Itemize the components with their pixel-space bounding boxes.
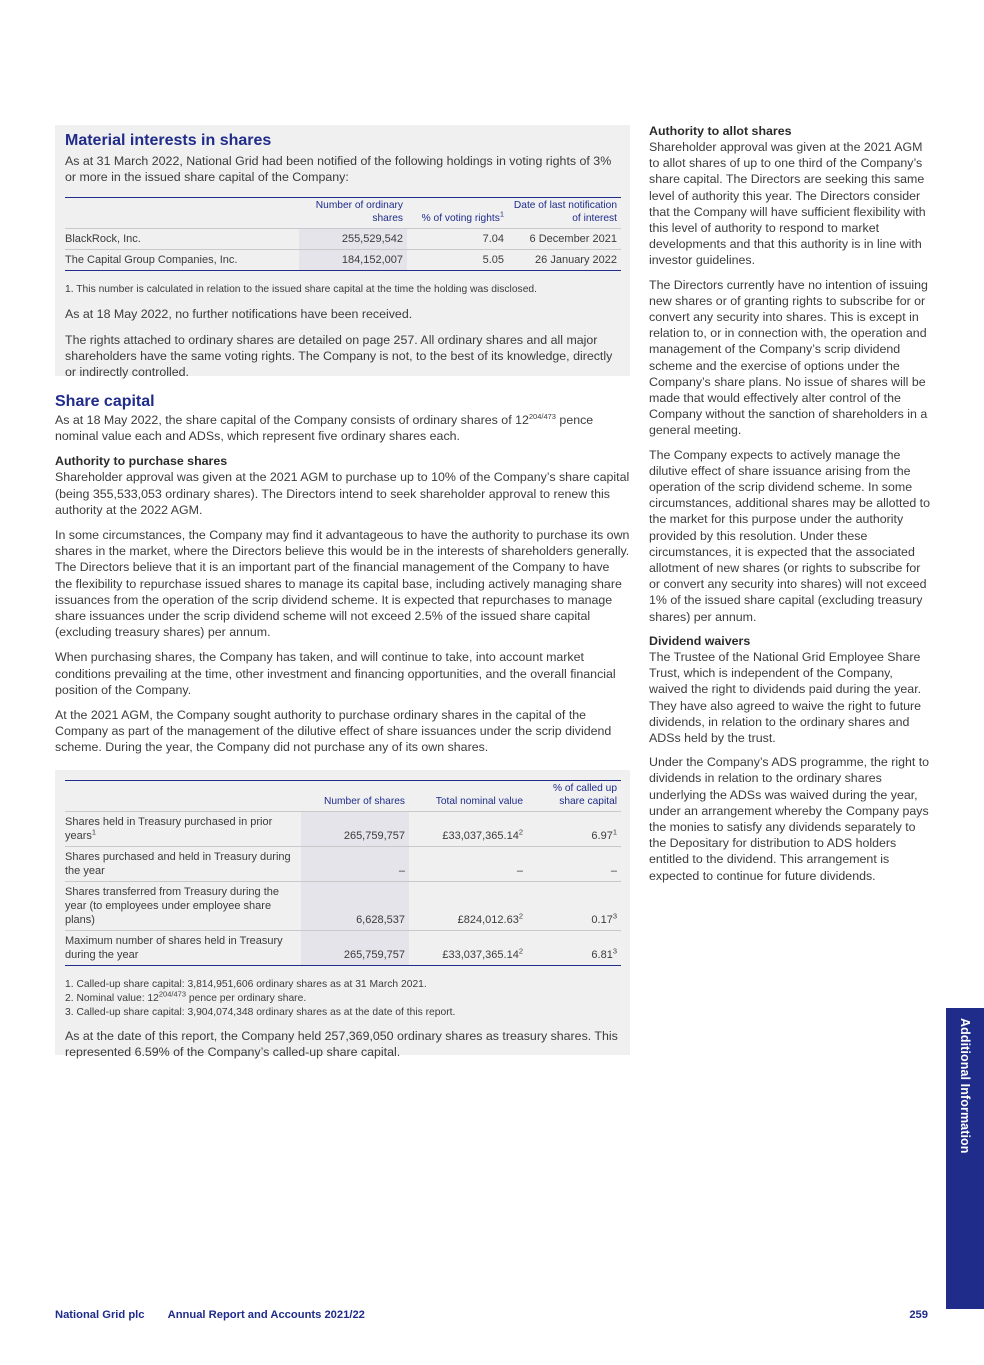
pct-called-up-value: 6.97$^1$: [527, 812, 621, 847]
footer-company: National Grid plc: [55, 1309, 145, 1321]
notification-date-value: 6 December 2021: [508, 229, 621, 250]
ordinary-shares-value: 255,529,542: [299, 229, 407, 250]
holder-name: BlackRock, Inc.: [65, 229, 299, 250]
col-description: [65, 781, 301, 812]
material-footnote: 1. This number is calculated in relation to the issued share capital at the time the holding was disclosed.: [65, 284, 538, 296]
number-of-shares-value: 265,759,757: [301, 931, 409, 966]
material-para-1: As at 18 May 2022, no further notifications have been received.: [65, 307, 413, 322]
ordinary-shares-value: 184,152,007: [299, 250, 407, 271]
col-total-nominal-value: Total nominal value: [435, 795, 523, 807]
footer-report-title: Annual Report and Accounts 2021/22: [167, 1309, 365, 1321]
col-voting-rights: % of voting rights$^1$: [421, 209, 504, 224]
holder-name: The Capital Group Companies, Inc.: [65, 250, 299, 271]
material-interests-intro: As at 31 March 2022, National Grid had been notified of the following holdings in voting rights of 3% or more in the issued share capital of the Company:: [65, 154, 612, 185]
side-tab-label: Additional Information: [958, 1018, 973, 1154]
pct-called-up-value: 6.81$^3$: [527, 931, 621, 966]
right-column: [649, 123, 931, 892]
voting-rights-value: 7.04: [407, 229, 508, 250]
treasury-row-label: Shares held in Treasury purchased in prior years$^1$: [65, 812, 301, 847]
col-ordinary-shares: Number of ordinary shares: [315, 200, 403, 224]
col-number-of-shares: Number of shares: [324, 795, 405, 807]
number-of-shares-value: 6,628,537: [301, 882, 409, 931]
share-capital-section: [55, 392, 630, 756]
allot-para-1: Shareholder approval was given at the 2021 AGM to allot shares of up to one third of the Company’s share capital. The Directors are seeking this same level of authority this year. The Directors consider that the Company will have sufficient flexibility with this level of authority to respond to market developments and that this authority is in line with investor guidelines.: [649, 140, 926, 268]
treasury-row-label: Maximum number of shares held in Treasury during the year: [65, 931, 301, 966]
treasury-shares-table: [65, 780, 621, 966]
share-capital-intro: As at 18 May 2022, the share capital of the Company consists of ordinary shares of $12^{204/473}$ pence nominal value each and ADSs, which represent five ordinary shares each.: [55, 411, 594, 444]
table-row: [65, 250, 621, 271]
treasury-footnote-2: 2. Nominal value: $12^{204/473}$ pence per ordinary share.: [65, 989, 307, 1004]
purchase-para-4: At the 2021 AGM, the Company sought authority to purchase ordinary shares in the capital of the Company as part of the management of the dilutive effect of share issuances under the scrip dividend scheme. During the year, the Company did not purchase any of its own shares.: [55, 708, 612, 755]
allot-para-3: The Company expects to actively manage the dilutive effect of share issuance arising from the operation of the scrip dividend scheme. In some circumstances, additional shares may be allotted to the market for this purpose under the authority provided by this resolution. Under these circumstances, it is expected that the associated allotment of new shares (or rights to subscribe for or convert any security into shares) will not exceed 1% of the issued share capital (excluding treasury shares) per annum.: [649, 447, 930, 624]
treasury-footnote-3: 3. Called-up share capital: 3,904,074,348 ordinary shares as at the date of this report.: [65, 1007, 456, 1018]
material-interests-box: [55, 125, 630, 380]
treasury-footnote-1: 1. Called-up share capital: 3,814,951,606 ordinary shares as at 31 March 2021.: [65, 979, 427, 990]
treasury-row-label: Shares transferred from Treasury during the year (to employees under employee share plans): [65, 882, 301, 931]
dividend-para-1: The Trustee of the National Grid Employee Share Trust, which is independent of the Company, waived the right to dividends paid during the year. They have also agreed to waive the right to future dividends, in relation to the ordinary shares and ADSs held by the trust.: [649, 649, 922, 745]
dividend-para-2: Under the Company’s ADS programme, the right to dividends in relation to the ordinary shares underlying the ADSs was waived during the year, under an arrangement whereby the Company pays the monies to satisfy any dividends separately to the Depositary for distribution to ADS holders entitled to the dividend. This arrangement is expected to continue for future dividends.: [649, 755, 930, 883]
col-pct-called-up: % of called up share capital: [553, 783, 617, 807]
pct-called-up-value: –: [527, 847, 621, 882]
nominal-value: £33,037,365.14$^2$: [409, 931, 527, 966]
pct-called-up-value: 0.17$^3$: [527, 882, 621, 931]
allot-para-2: The Directors currently have no intention of issuing new shares or of granting rights to subscribe for or convert any security into shares. This is except in relation to, or in connection with, the operation and management of the Company’s scrip dividend scheme and the exercise of options under the Company’s share plans. No issue of shares will be made that would effectively alter control of the Company without the sanction of shareholders in a general meeting.: [649, 277, 928, 438]
purchase-heading: Authority to purchase shares: [55, 454, 228, 469]
nominal-value: –: [409, 847, 527, 882]
treasury-closing: As at the date of this report, the Company held 257,369,050 ordinary shares as treasury shares. This represented 6.59% of the Company’s called-up share capital.: [65, 1029, 618, 1060]
table-row: [65, 847, 621, 882]
col-holder: [65, 198, 299, 229]
table-row: [65, 931, 621, 966]
nominal-value: £824,012.63$^2$: [409, 882, 527, 931]
notification-date-value: 26 January 2022: [508, 250, 621, 271]
purchase-para-2: In some circumstances, the Company may find it advantageous to have the authority to purchase its own shares in the market, where the Directors believe this would be in the interests of shareholders generally. The Directors believe that it is an important part of the financial management of the Company to have the flexibility to repurchase issued shares to manage its capital base, including actively managing share issuances from the operation of the scrip dividend scheme. It is expected that repurchases to manage share issuances under the scrip dividend scheme will not exceed 2.5% of the issued share capital (excluding treasury shares) per annum.: [55, 528, 630, 640]
table-row: [65, 229, 621, 250]
treasury-shares-box: [55, 770, 630, 1060]
purchase-para-1: Shareholder approval was given at the 2021 AGM to purchase up to 10% of the Company’s share capital (being 355,533,053 ordinary shares). The Directors intend to seek shareholder approval to renew this authority at the 2022 AGM.: [55, 470, 630, 517]
treasury-row-label: Shares purchased and held in Treasury during the year: [65, 847, 301, 882]
table-row: [65, 812, 621, 847]
section-side-tab[interactable]: [946, 1008, 984, 1309]
dividend-waivers-heading: Dividend waivers: [649, 633, 751, 648]
col-notification-date: Date of last notification of interest: [513, 200, 617, 224]
voting-rights-table: [65, 197, 621, 271]
purchase-para-3: When purchasing shares, the Company has taken, and will continue to take, into account market conditions prevailing at the time, other investment and financing opportunities, and the overall financial position of the Company.: [55, 650, 616, 697]
table-row: [65, 882, 621, 931]
number-of-shares-value: –: [301, 847, 409, 882]
number-of-shares-value: 265,759,757: [301, 812, 409, 847]
page-footer: [55, 1307, 928, 1323]
voting-rights-value: 5.05: [407, 250, 508, 271]
treasury-footnotes: [65, 978, 621, 1020]
share-capital-title: Share capital: [55, 393, 155, 410]
allot-heading: Authority to allot shares: [649, 124, 792, 138]
material-interests-title: Material interests in shares: [65, 132, 272, 149]
material-para-2: The rights attached to ordinary shares are detailed on page 257. All ordinary shares and all major shareholders have the same voting rights. The Company is not, to the best of its knowledge, directly or indirectly controlled.: [65, 332, 613, 380]
nominal-value: £33,037,365.14$^2$: [409, 812, 527, 847]
page-number: 259: [909, 1309, 928, 1321]
